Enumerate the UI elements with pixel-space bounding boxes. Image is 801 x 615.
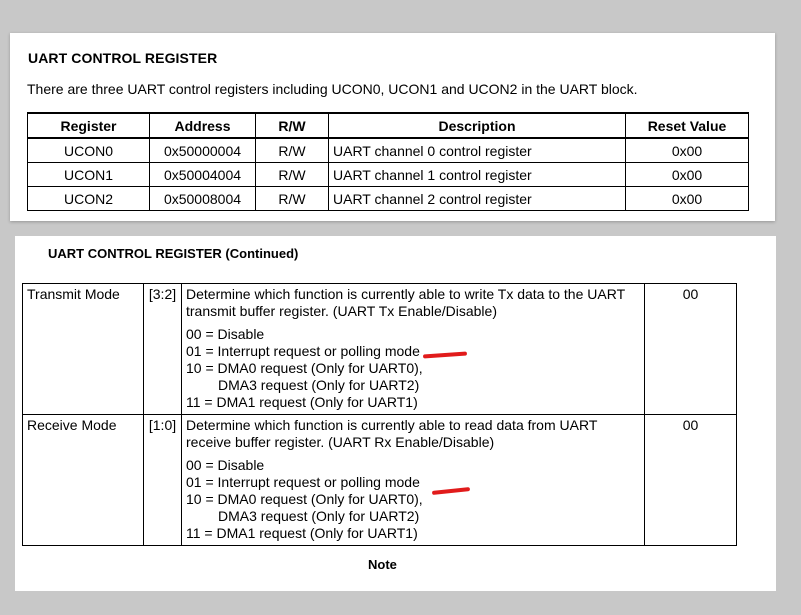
option-line: 10 = DMA0 request (Only for UART0), — [186, 360, 423, 376]
description-line: receive buffer register. (UART Rx Enable/Disable) — [186, 434, 495, 450]
address-cell: 0x50000004 — [150, 138, 256, 163]
field-name: Transmit Mode — [23, 284, 144, 415]
option-line: 11 = DMA1 request (Only for UART1) — [186, 525, 418, 541]
reset-value-cell: 0x00 — [626, 138, 749, 163]
description-cell: UART channel 0 control register — [329, 138, 626, 163]
option-line: 00 = Disable — [186, 457, 265, 473]
table-row — [28, 138, 749, 163]
option-line: 01 = Interrupt request or polling mode — [186, 474, 420, 490]
rw-cell: R/W — [256, 163, 329, 187]
column-header-description: Description — [329, 113, 626, 138]
column-header-rw: R/W — [256, 113, 329, 138]
description-cell: UART channel 2 control register — [329, 187, 626, 211]
register-summary-panel — [10, 33, 775, 221]
field-description — [182, 284, 645, 415]
option-line: 11 = DMA1 request (Only for UART1) — [186, 394, 418, 410]
field-row-transmit-mode — [23, 284, 737, 415]
bit-field-table — [22, 283, 737, 546]
continued-title: UART CONTROL REGISTER (Continued) — [48, 246, 299, 261]
rw-cell: R/W — [256, 187, 329, 211]
description-line: Determine which function is currently able to write Tx data to the UART — [186, 286, 626, 302]
option-line: DMA3 request (Only for UART2) — [218, 508, 420, 524]
column-header-address: Address — [150, 113, 256, 138]
reset-value-cell: 0x00 — [626, 163, 749, 187]
field-description — [182, 415, 645, 546]
field-name: Receive Mode — [23, 415, 144, 546]
section-title: UART CONTROL REGISTER — [28, 50, 218, 66]
register-cell: UCON0 — [28, 138, 150, 163]
field-reset-value: 00 — [645, 415, 737, 546]
field-bits: [1:0] — [144, 415, 182, 546]
address-cell: 0x50004004 — [150, 163, 256, 187]
column-header-register: Register — [28, 113, 150, 138]
register-detail-panel — [15, 236, 776, 591]
table-row — [28, 187, 749, 211]
table-row — [28, 163, 749, 187]
description-line: transmit buffer register. (UART Tx Enable/Disable) — [186, 303, 497, 319]
option-line: 00 = Disable — [186, 326, 265, 342]
table-header-row — [28, 113, 749, 138]
option-line: DMA3 request (Only for UART2) — [218, 377, 420, 393]
description-cell: UART channel 1 control register — [329, 163, 626, 187]
register-cell: UCON2 — [28, 187, 150, 211]
column-header-reset-value: Reset Value — [626, 113, 749, 138]
reset-value-cell: 0x00 — [626, 187, 749, 211]
option-line: 01 = Interrupt request or polling mode — [186, 343, 420, 359]
register-cell: UCON1 — [28, 163, 150, 187]
field-bits: [3:2] — [144, 284, 182, 415]
option-line: 10 = DMA0 request (Only for UART0), — [186, 491, 423, 507]
description-line: Determine which function is currently able to read data from UART — [186, 417, 598, 433]
field-row-receive-mode — [23, 415, 737, 546]
field-reset-value: 00 — [645, 284, 737, 415]
intro-text: There are three UART control registers including UCON0, UCON1 and UCON2 in the UART block. — [27, 81, 638, 97]
address-cell: 0x50008004 — [150, 187, 256, 211]
register-table — [27, 112, 749, 211]
rw-cell: R/W — [256, 138, 329, 163]
note-label: Note — [368, 557, 397, 572]
